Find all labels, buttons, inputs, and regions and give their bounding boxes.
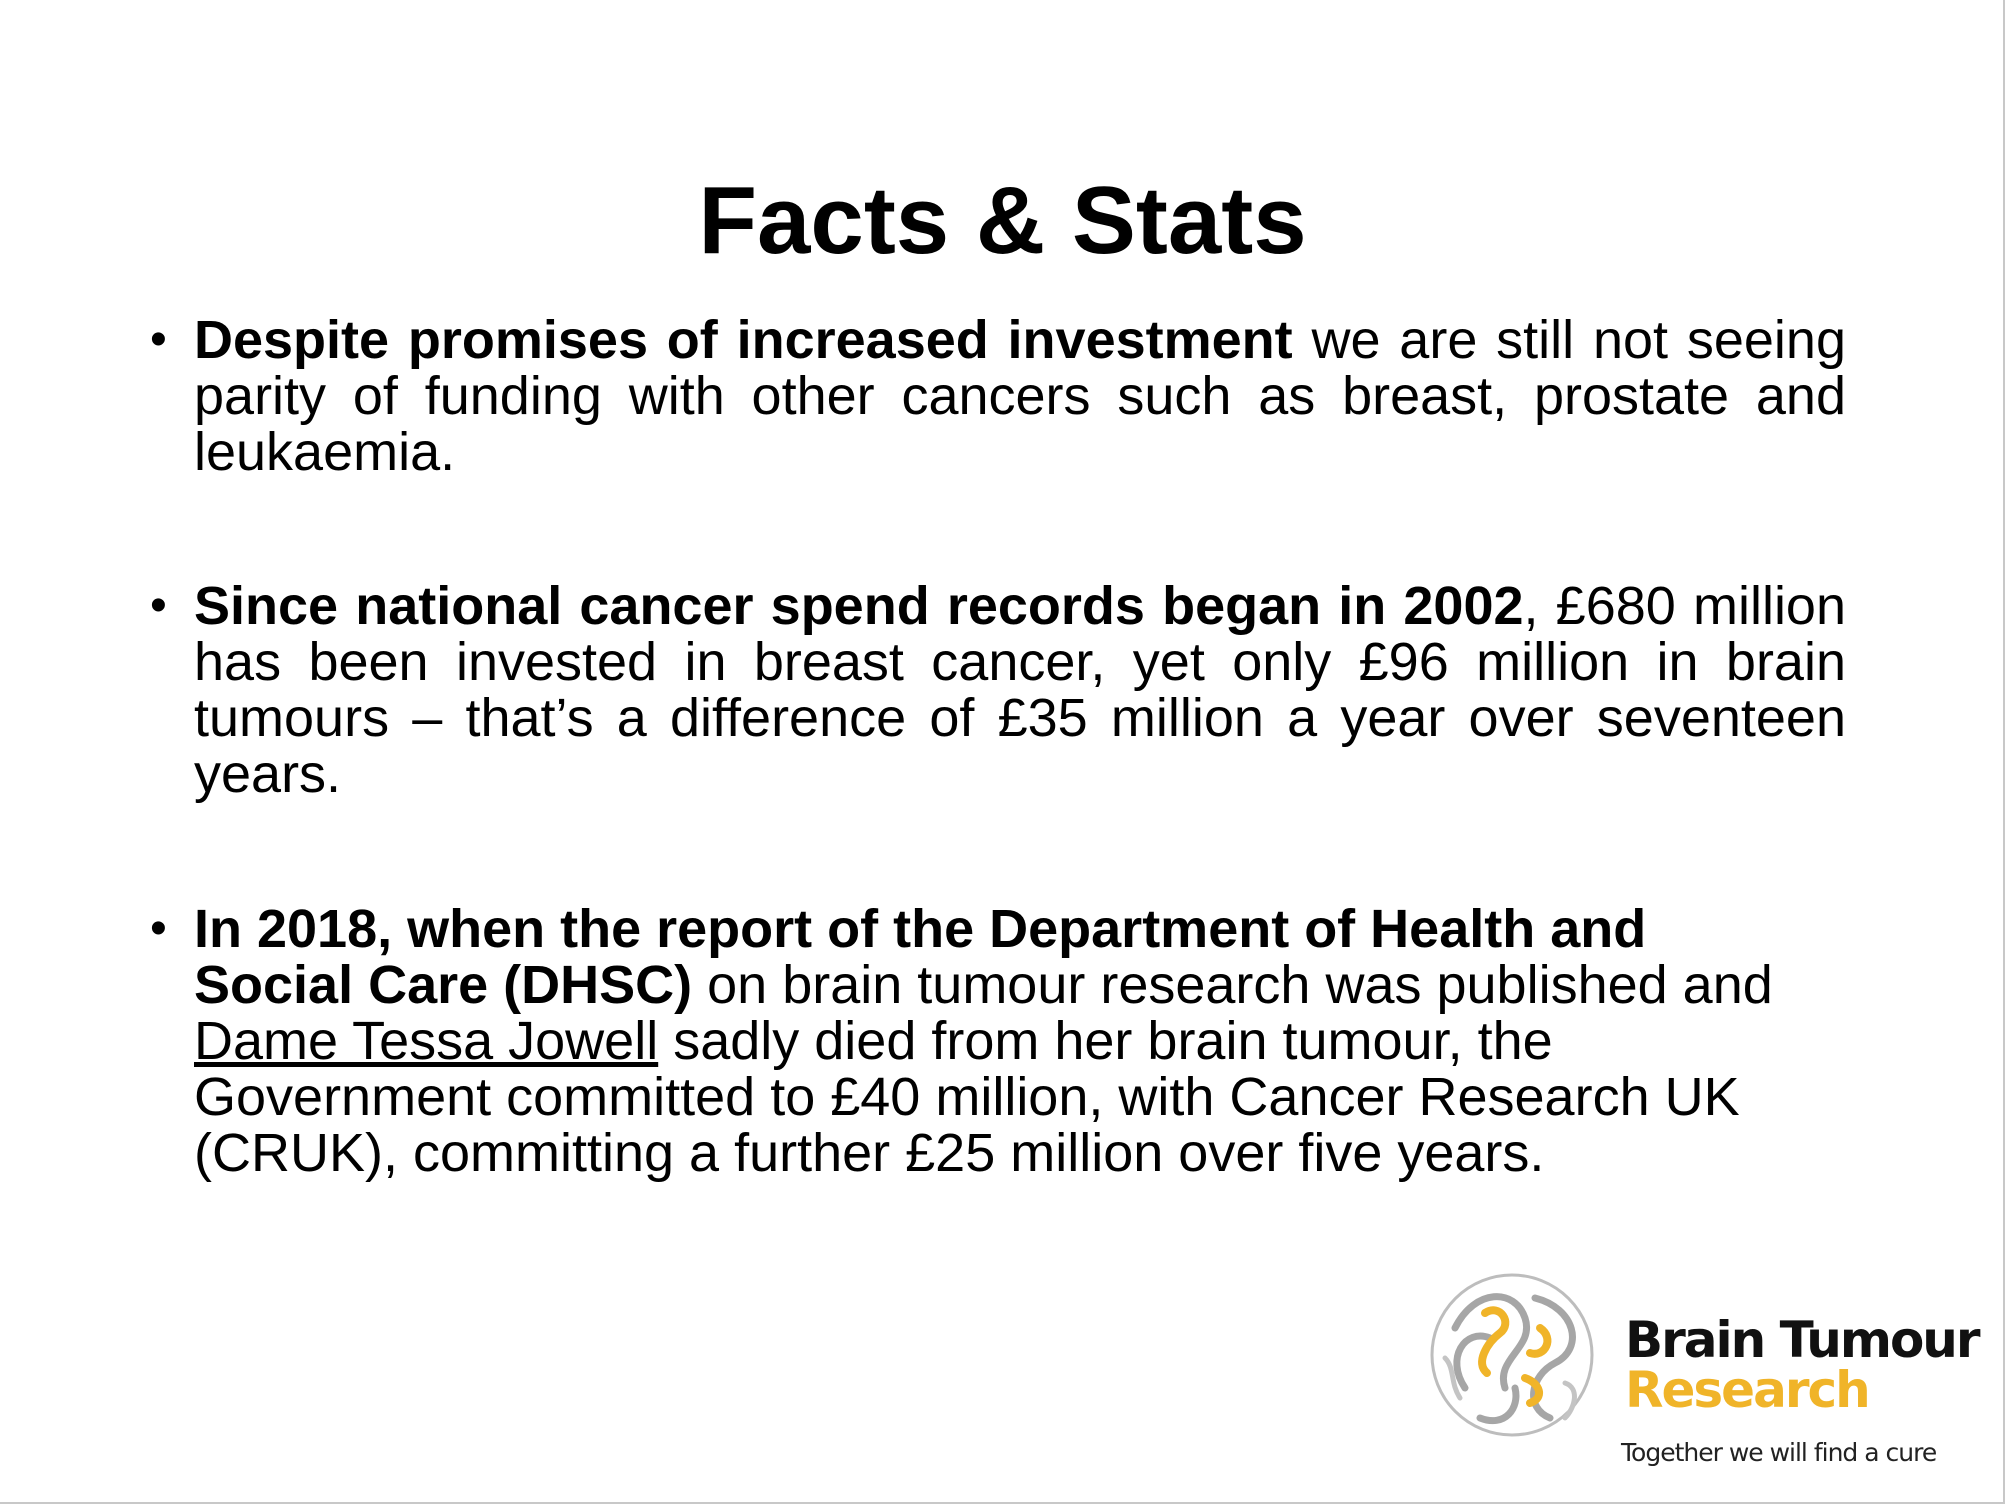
logo-tagline: Together we will find a cure	[1621, 1438, 1937, 1467]
bullet-dot: •	[150, 902, 167, 955]
bullet-body-text: we are still not seeing parity of funding with other cancers such as breast, prostate and leukaemia.	[194, 310, 1846, 482]
brain-tumour-research-logo	[1425, 1268, 1985, 1478]
bullet-item-2	[150, 578, 1846, 802]
bullet-body-text: sadly died from her brain tumour, the Government committed to £40 million, with Cancer Research UK (CRUK), committing a further £25 million over five years.	[194, 1011, 1740, 1183]
bullet-text	[194, 578, 1846, 802]
bullet-body-text: on brain tumour research was published and	[692, 955, 1773, 1015]
bullet-bold-text: Since national cancer spend records began in 2002	[194, 576, 1524, 636]
bullet-text	[194, 901, 1794, 1181]
bullet-item-3	[150, 901, 1794, 1181]
bullet-body-text: , £680 million has been invested in breast cancer, yet only £96 million in brain tumours – that’s a difference of £35 million a year over seventeen years.	[194, 576, 1846, 804]
brain-swirl-logo-icon	[1425, 1268, 1600, 1443]
bullet-dot: •	[150, 579, 167, 632]
logo-text-research: Research	[1625, 1361, 1869, 1419]
bullet-dot: •	[150, 313, 167, 366]
dame-tessa-jowell-link[interactable]: Dame Tessa Jowell	[194, 1011, 659, 1071]
logo-text-brain-tumour: Brain Tumour	[1625, 1311, 1979, 1369]
bullet-bold-text: In 2018, when the report of the Department of Health and Social Care (DHSC)	[194, 899, 1647, 1015]
slide-title: Facts & Stats	[698, 167, 1307, 274]
bullet-text	[194, 312, 1846, 480]
bullet-bold-text: Despite promises of increased investment	[194, 310, 1293, 370]
bullet-item-1	[150, 312, 1846, 480]
